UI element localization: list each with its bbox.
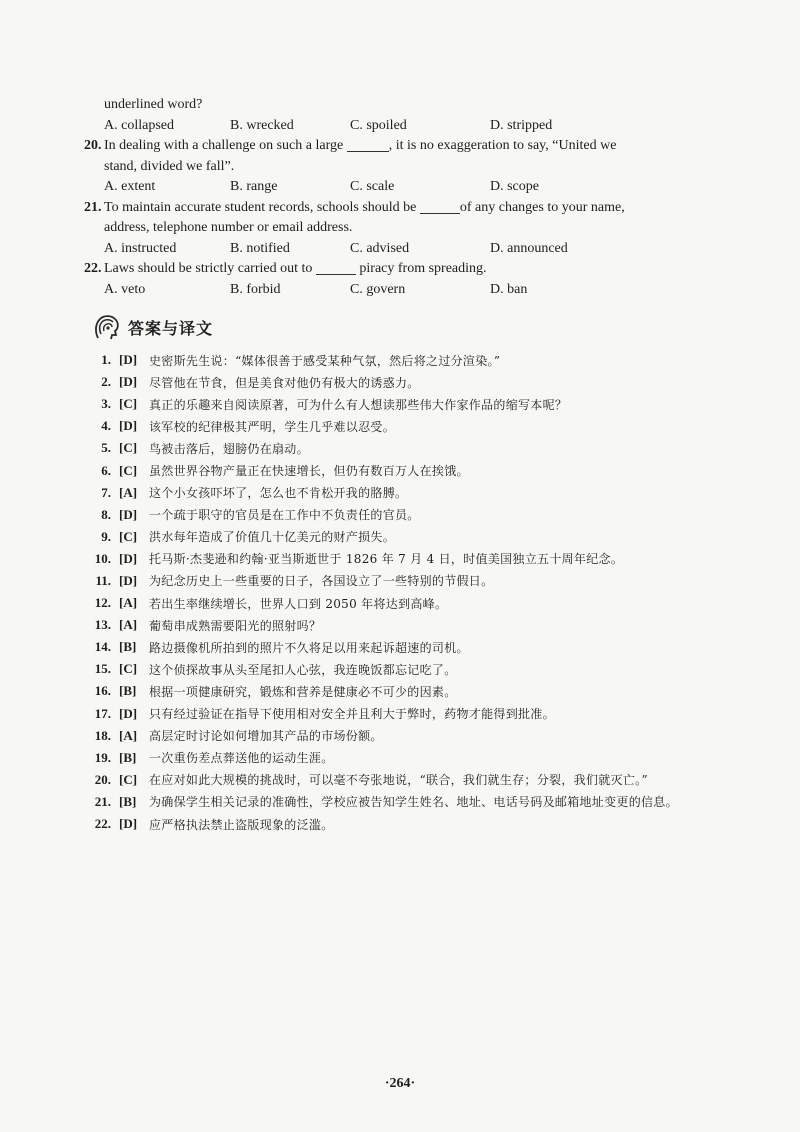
answer-translation: 这个侦探故事从头至尾扣人心弦，我连晚饭都忘记吃了。 <box>149 662 457 677</box>
answer-key: [A] <box>119 727 138 743</box>
answer-key: [B] <box>119 683 137 699</box>
answer-row <box>84 437 744 459</box>
answer-blank <box>420 199 460 214</box>
question-number: 20. <box>84 138 102 153</box>
answer-row <box>84 459 744 481</box>
question-20-line-2: stand, divided we fall”. <box>104 158 235 174</box>
answer-key: [B] <box>119 639 137 655</box>
answer-blank <box>316 260 356 275</box>
answer-row <box>84 769 744 791</box>
option-c: C. spoiled <box>350 117 407 133</box>
answer-number: 17. <box>94 705 111 721</box>
question-20 <box>84 136 724 157</box>
answer-translation: 若出生率继续增长，世界人口到 2050 年将达到高峰。 <box>149 596 448 611</box>
answer-translation: 只有经过验证在指导下使用相对安全并且利大于弊时，药物才能得到批准。 <box>149 707 555 722</box>
answer-row <box>84 680 744 702</box>
answer-number: 10. <box>94 550 111 566</box>
answer-number: 11. <box>95 572 111 588</box>
answer-key: [D] <box>119 352 138 368</box>
answer-translation: 根据一项健康研究，锻炼和营养是健康必不可少的因素。 <box>149 684 457 699</box>
answer-translation: 洪水每年造成了价值几十亿美元的财产损失。 <box>149 530 396 545</box>
option-c: C. scale <box>350 179 395 194</box>
question-number: 21. <box>84 199 102 215</box>
answer-number: 12. <box>94 595 111 611</box>
option-b: B. notified <box>230 240 290 256</box>
answer-row <box>84 614 744 636</box>
answer-key: [A] <box>119 595 138 611</box>
answer-translation: 虽然世界谷物产量正在快速增长，但仍有数百万人在挨饿。 <box>149 464 469 479</box>
question-19-continuation: underlined word? <box>104 97 203 112</box>
answer-number: 1. <box>101 352 111 368</box>
question-19-options <box>84 116 724 137</box>
option-a: A. extent <box>104 179 156 194</box>
answer-row <box>84 636 744 658</box>
answer-row <box>84 725 744 747</box>
answer-key: [D] <box>119 418 138 434</box>
answer-blank <box>347 137 389 152</box>
answer-row <box>84 703 744 725</box>
answer-row <box>84 415 744 437</box>
answer-translation: 一次重伤差点葬送他的运动生涯。 <box>149 751 334 766</box>
answer-number: 22. <box>94 816 111 832</box>
answer-key: [B] <box>119 749 137 765</box>
option-d: D. stripped <box>490 117 553 133</box>
option-a: A. veto <box>104 281 146 297</box>
answer-row <box>84 371 744 393</box>
answer-translation: 高层定时讨论如何增加其产品的市场份额。 <box>149 729 383 744</box>
question-21 <box>84 198 724 219</box>
question-text-before-blank: In dealing with a challenge on such a large <box>104 138 344 153</box>
option-d: D. ban <box>490 281 528 297</box>
answer-row <box>84 570 744 592</box>
answer-number: 19. <box>94 749 111 765</box>
answer-row <box>84 393 744 415</box>
answer-key: [A] <box>119 617 138 633</box>
question-text-after-blank: , it is no exaggeration to say, “United we <box>388 138 617 153</box>
answer-key: [C] <box>119 396 138 412</box>
answer-number: 2. <box>101 374 111 390</box>
question-text-after-blank: piracy from spreading. <box>359 261 487 276</box>
answer-key: [D] <box>119 705 138 721</box>
answers-section-header <box>92 312 213 342</box>
page-number: ·264· <box>384 1076 416 1091</box>
answer-key: [C] <box>119 661 138 677</box>
option-b: B. wrecked <box>230 117 294 133</box>
answer-row <box>84 349 744 371</box>
question-text-after-blank: of any changes to your name, <box>459 199 625 215</box>
option-b: B. range <box>230 179 278 194</box>
answer-row <box>84 548 744 570</box>
question-20-options <box>84 177 724 198</box>
answer-translation: 真正的乐趣来自阅读原著，可为什么有人想读那些伟大作家作品的缩写本呢？ <box>149 397 568 412</box>
question-22-options <box>84 280 724 301</box>
answer-key: [D] <box>119 550 138 566</box>
answer-translation: 这个小女孩吓坏了，怎么也不肯松开我的胳膊。 <box>149 486 408 501</box>
option-c: C. advised <box>350 240 410 256</box>
question-text-before-blank: To maintain accurate student records, schools should be <box>104 199 417 215</box>
answer-number: 6. <box>101 462 111 478</box>
answer-translation: 在应对如此大规模的挑战时，可以毫不夸张地说，“联合，我们就生存；分裂，我们就灭亡。” <box>149 773 648 788</box>
option-b: B. forbid <box>230 281 281 297</box>
answer-row <box>84 747 744 769</box>
answer-number: 4. <box>101 418 111 434</box>
answer-key: [D] <box>119 374 138 390</box>
question-21-line-2: address, telephone number or email address. <box>104 220 353 235</box>
option-c: C. govern <box>350 281 406 297</box>
answer-key: [A] <box>119 484 138 500</box>
answer-number: 21. <box>94 793 111 809</box>
answer-translation: 尽管他在节食，但是美食对他仍有极大的诱惑力。 <box>149 375 420 390</box>
answer-row <box>84 592 744 614</box>
answer-row <box>84 658 744 680</box>
question-21-options <box>84 239 724 260</box>
answer-row <box>84 482 744 504</box>
answer-translation: 葡萄串成熟需要阳光的照射吗？ <box>149 618 322 633</box>
answer-row <box>84 526 744 548</box>
answer-translation: 史密斯先生说：“媒体很善于感受某种气氛，然后将之过分渲染。” <box>149 353 501 368</box>
answer-translation: 鸟被击落后，翅膀仍在扇动。 <box>149 441 309 456</box>
answer-key: [C] <box>119 462 138 478</box>
answer-list <box>84 349 744 835</box>
answer-number: 16. <box>94 683 111 699</box>
answer-translation: 应严格执法禁止盗版现象的泛滥。 <box>149 817 334 832</box>
answer-translation: 该军校的纪律极其严明，学生几乎难以忍受。 <box>149 419 396 434</box>
answer-key: [C] <box>119 440 138 456</box>
answer-number: 18. <box>94 727 111 743</box>
answer-number: 13. <box>94 617 111 633</box>
option-d: D. scope <box>490 179 539 194</box>
question-section <box>84 95 724 300</box>
answer-key: [C] <box>119 771 138 787</box>
answer-translation: 为确保学生相关记录的准确性，学校应被告知学生姓名、地址、电话号码及邮箱地址变更的信息。 <box>149 795 678 810</box>
answer-row <box>84 813 744 835</box>
answer-number: 20. <box>94 771 111 787</box>
answer-translation: 托马斯·杰斐逊和约翰·亚当斯逝世于 1826 年 7 月 4 日，时值美国独立五十周年纪念。 <box>149 552 624 567</box>
answer-number: 8. <box>101 506 111 522</box>
answer-translation: 为纪念历史上一些重要的日子，各国设立了一些特别的节假日。 <box>149 574 494 589</box>
head-profile-icon <box>92 312 122 342</box>
answer-key: [D] <box>119 572 138 588</box>
answer-number: 3. <box>101 396 111 412</box>
answer-key: [B] <box>119 793 137 809</box>
option-d: D. announced <box>490 240 568 256</box>
answer-translation: 路边摄像机所拍到的照片不久将足以用来起诉超速的司机。 <box>149 640 469 655</box>
option-a: A. instructed <box>104 240 177 256</box>
option-a: A. collapsed <box>104 117 174 133</box>
question-22 <box>84 259 724 280</box>
question-text-before-blank: Laws should be strictly carried out to <box>104 261 313 276</box>
question-number: 22. <box>84 261 102 276</box>
answer-key: [D] <box>119 506 138 522</box>
answer-number: 14. <box>94 639 111 655</box>
section-title: 答案与译文 <box>128 318 214 338</box>
answer-row <box>84 791 744 813</box>
answer-key: [C] <box>119 528 138 544</box>
answer-number: 9. <box>101 528 111 544</box>
answer-translation: 一个疏于职守的官员是在工作中不负责任的官员。 <box>149 508 420 523</box>
answer-number: 7. <box>101 484 111 500</box>
answer-row <box>84 504 744 526</box>
answer-key: [D] <box>119 816 138 832</box>
answer-number: 5. <box>101 440 111 456</box>
answer-number: 15. <box>94 661 111 677</box>
